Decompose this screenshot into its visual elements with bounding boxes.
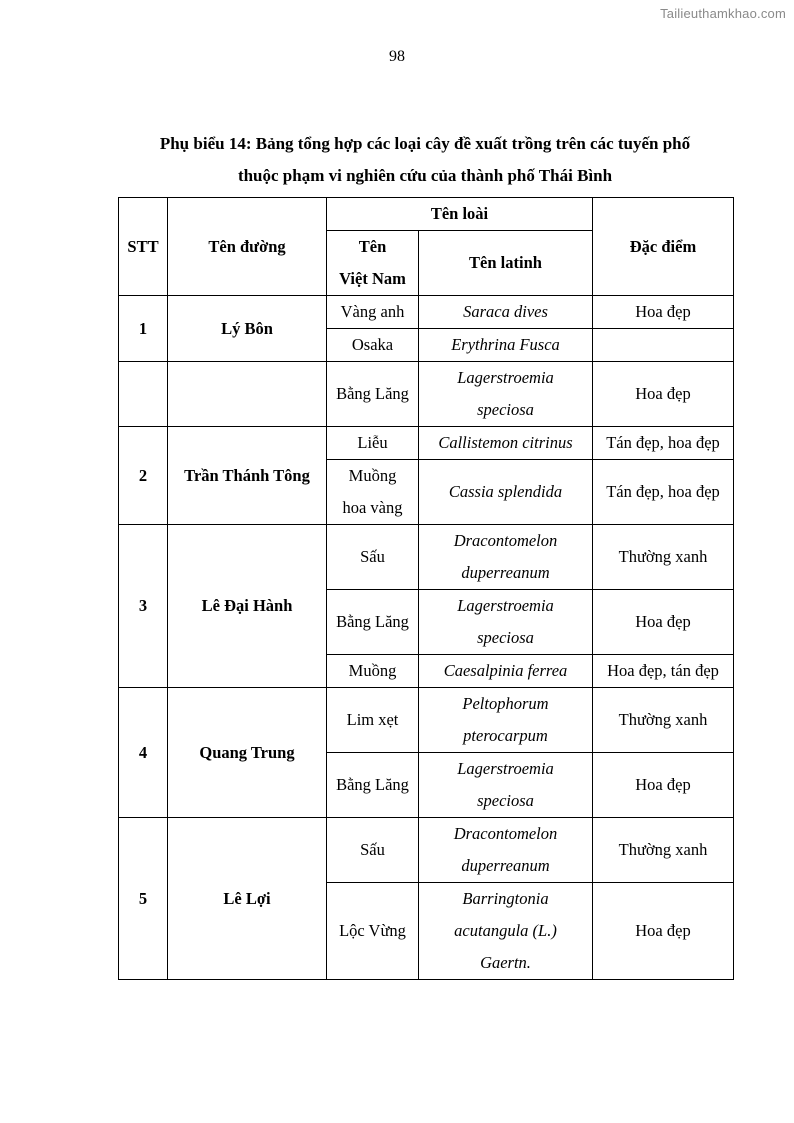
header-vn-name: Tên Việt Nam (327, 231, 419, 296)
row-vn-name: Bằng Lăng (327, 753, 419, 818)
row-vn-name: Vàng anh (327, 296, 419, 329)
header-species: Tên loài (327, 198, 593, 231)
row-latin: Caesalpinia ferrea (419, 655, 593, 688)
row-stt: 2 (119, 427, 168, 525)
row-vn-name: Bằng Lăng (327, 362, 419, 427)
row-street: Quang Trung (168, 688, 327, 818)
row-feature: Tán đẹp, hoa đẹp (593, 427, 734, 460)
row-stt: 1 (119, 296, 168, 362)
table-row (119, 296, 734, 329)
row-feature: Thường xanh (593, 525, 734, 590)
row-latin: Lagerstroemia speciosa (419, 590, 593, 655)
row-stt: 3 (119, 525, 168, 688)
row-street: Lý Bôn (168, 296, 327, 362)
species-table (118, 197, 734, 980)
table-caption-line-1: Phụ biểu 14: Bảng tổng hợp các loại cây đề xuất trồng trên các tuyến phố (159, 134, 691, 153)
row-vn-name: Lim xẹt (327, 688, 419, 753)
row-latin: Cassia splendida (419, 460, 593, 525)
row-feature: Hoa đẹp (593, 883, 734, 980)
row-vn-name: Liễu (327, 427, 419, 460)
row-latin: Dracontomelon duperreanum (419, 525, 593, 590)
row-street: Trần Thánh Tông (168, 427, 327, 525)
table-row (119, 427, 734, 460)
header-street: Tên đường (168, 198, 327, 296)
table-row (119, 525, 734, 590)
row-feature: Hoa đẹp (593, 753, 734, 818)
page-number: 98 (389, 48, 405, 65)
row-feature: Hoa đẹp (593, 590, 734, 655)
row-street: Lê Lợi (168, 818, 327, 980)
row-latin: Dracontomelon duperreanum (419, 818, 593, 883)
row-vn-name: Lộc Vừng (327, 883, 419, 980)
row-feature: Thường xanh (593, 688, 734, 753)
header-stt: STT (119, 198, 168, 296)
row-latin: Lagerstroemia speciosa (419, 753, 593, 818)
header-latin: Tên latinh (419, 231, 593, 296)
row-feature: Tán đẹp, hoa đẹp (593, 460, 734, 525)
table-row (119, 688, 734, 753)
table-caption-line-2: thuộc phạm vi nghiên cứu của thành phố Thái Bình (237, 166, 613, 185)
row-latin: Saraca dives (419, 296, 593, 329)
row-vn-name: Muồng hoa vàng (327, 460, 419, 525)
table-row (119, 818, 734, 883)
row-feature: Hoa đẹp (593, 296, 734, 329)
row-stt: 4 (119, 688, 168, 818)
row-feature: Thường xanh (593, 818, 734, 883)
row-street: Lê Đại Hành (168, 525, 327, 688)
row-vn-name: Sấu (327, 818, 419, 883)
row-feature: Hoa đẹp, tán đẹp (593, 655, 734, 688)
header-feature: Đặc điểm (593, 198, 734, 296)
row-vn-name: Muồng (327, 655, 419, 688)
row-street (168, 362, 327, 427)
row-latin: Callistemon citrinus (419, 427, 593, 460)
row-latin: Barringtonia acutangula (L.) Gaertn. (419, 883, 593, 980)
row-latin: Erythrina Fusca (419, 329, 593, 362)
row-feature: Hoa đẹp (593, 362, 734, 427)
watermark: Tailieuthamkhao.com (660, 6, 786, 21)
row-vn-name: Sấu (327, 525, 419, 590)
row-feature (593, 329, 734, 362)
row-latin: Peltophorum pterocarpum (419, 688, 593, 753)
row-stt: 5 (119, 818, 168, 980)
row-vn-name: Osaka (327, 329, 419, 362)
row-latin: Lagerstroemia speciosa (419, 362, 593, 427)
table-row (119, 362, 734, 427)
row-vn-name: Bằng Lăng (327, 590, 419, 655)
row-stt (119, 362, 168, 427)
